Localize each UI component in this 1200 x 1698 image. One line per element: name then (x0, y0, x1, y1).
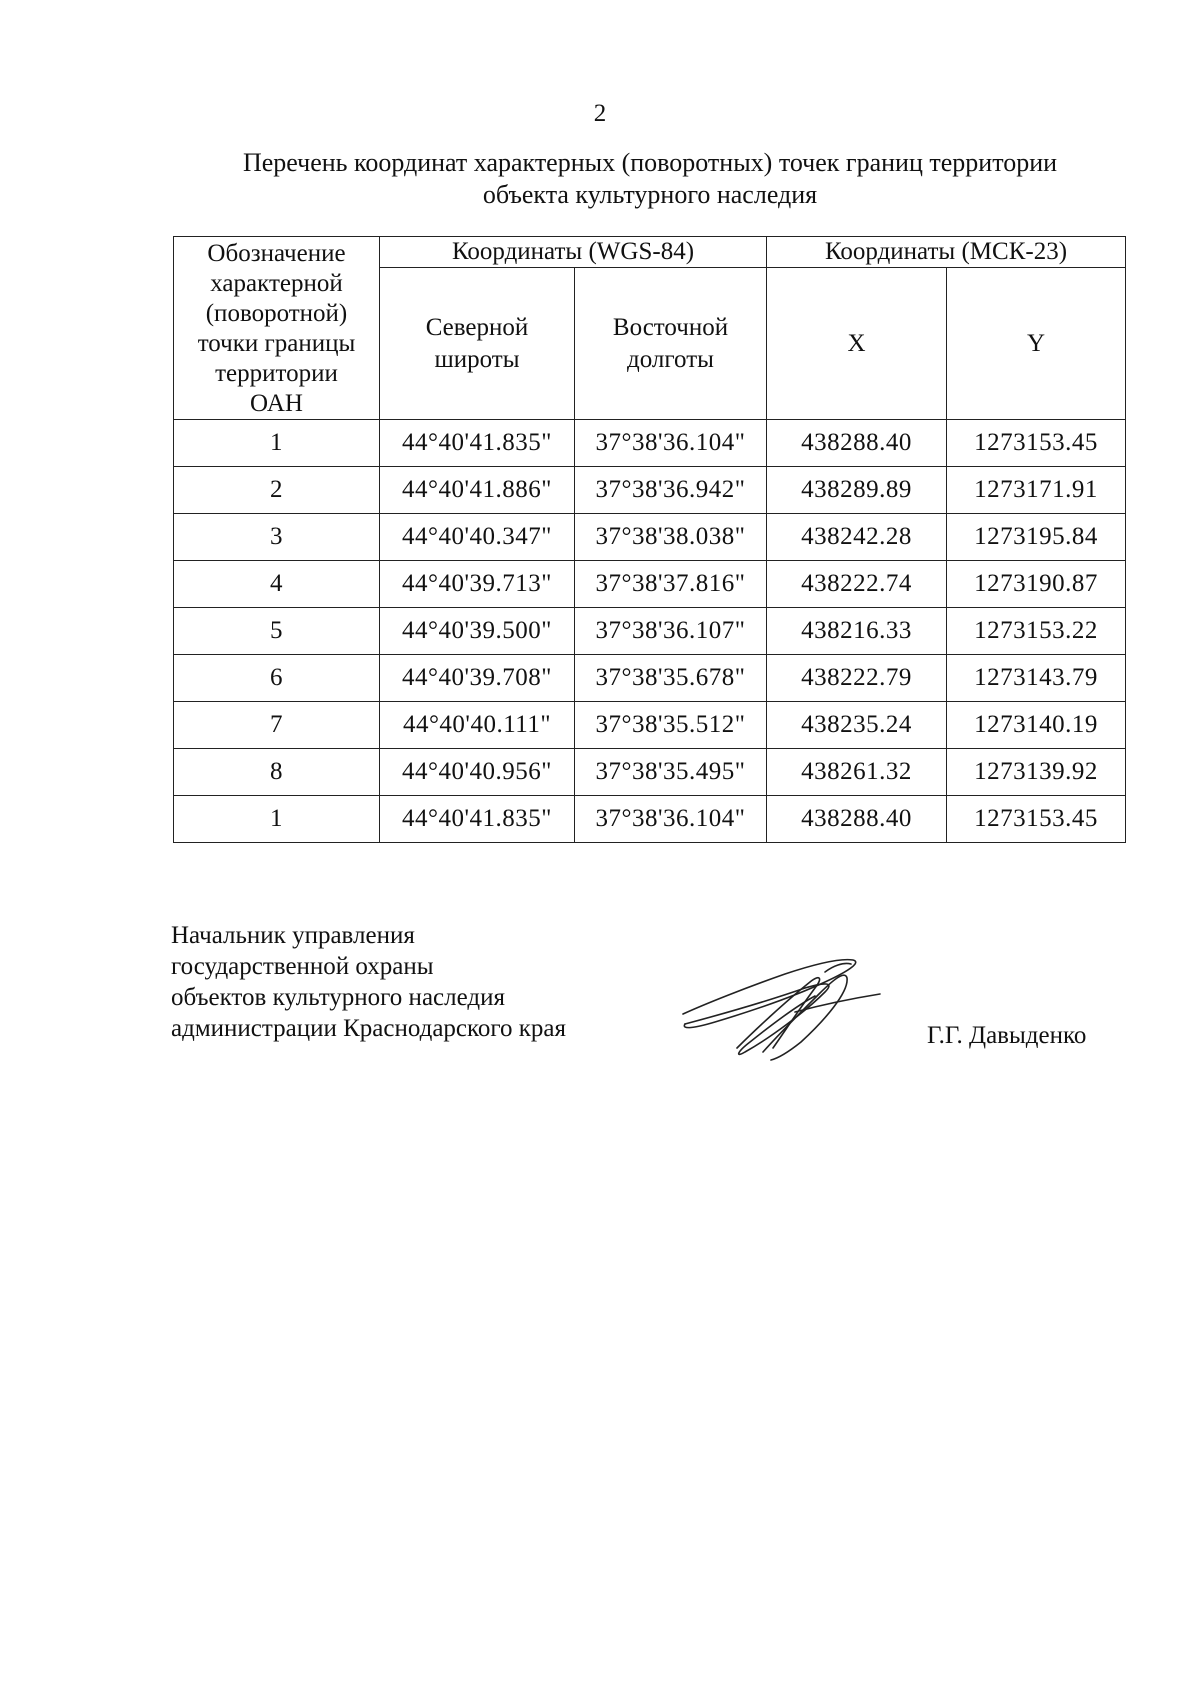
table-row (174, 561, 1126, 608)
table-row (174, 420, 1126, 467)
cell-x: 438288.40 (767, 420, 947, 467)
page-number: 2 (593, 100, 607, 127)
cell-y: 1273153.45 (947, 796, 1126, 843)
cell-north: 44°40'41.835" (380, 420, 575, 467)
cell-point: 1 (174, 420, 380, 467)
cell-east: 37°38'35.512" (575, 702, 767, 749)
cell-x: 438242.28 (767, 514, 947, 561)
position-line: Начальник управления (171, 922, 415, 949)
cell-y: 1273171.91 (947, 467, 1126, 514)
cell-east: 37°38'36.942" (575, 467, 767, 514)
cell-y: 1273140.19 (947, 702, 1126, 749)
cell-east: 37°38'36.104" (575, 420, 767, 467)
cell-north: 44°40'40.111" (380, 702, 575, 749)
cell-y: 1273153.22 (947, 608, 1126, 655)
cell-east: 37°38'35.495" (575, 749, 767, 796)
cell-x: 438288.40 (767, 796, 947, 843)
table-row (174, 796, 1126, 843)
cell-point: 5 (174, 608, 380, 655)
position-line: государственной охраны (171, 953, 434, 980)
header-wgs84: Координаты (WGS-84) (380, 237, 767, 268)
header-msk23: Координаты (МСК-23) (767, 237, 1126, 268)
cell-x: 438216.33 (767, 608, 947, 655)
handwritten-signature (675, 952, 885, 1072)
document-title (170, 147, 1130, 211)
cell-north: 44°40'39.708" (380, 655, 575, 702)
header-y: Y (947, 268, 1126, 420)
cell-point: 1 (174, 796, 380, 843)
signatory-position (171, 920, 566, 1044)
header-designation: Обозначение характерной (поворотной) точки границы территории ОАН (174, 237, 380, 420)
cell-east: 37°38'38.038" (575, 514, 767, 561)
cell-east: 37°38'37.816" (575, 561, 767, 608)
cell-x: 438261.32 (767, 749, 947, 796)
cell-north: 44°40'40.956" (380, 749, 575, 796)
cell-point: 4 (174, 561, 380, 608)
cell-north: 44°40'39.713" (380, 561, 575, 608)
cell-point: 2 (174, 467, 380, 514)
cell-x: 438222.74 (767, 561, 947, 608)
table-row (174, 749, 1126, 796)
cell-point: 6 (174, 655, 380, 702)
cell-y: 1273190.87 (947, 561, 1126, 608)
cell-north: 44°40'40.347" (380, 514, 575, 561)
cell-north: 44°40'41.835" (380, 796, 575, 843)
cell-point: 7 (174, 702, 380, 749)
cell-point: 8 (174, 749, 380, 796)
cell-north: 44°40'39.500" (380, 608, 575, 655)
cell-y: 1273195.84 (947, 514, 1126, 561)
cell-x: 438222.79 (767, 655, 947, 702)
table-row (174, 608, 1126, 655)
cell-east: 37°38'35.678" (575, 655, 767, 702)
table-row (174, 467, 1126, 514)
cell-east: 37°38'36.107" (575, 608, 767, 655)
title-line-1: Перечень координат характерных (поворотных) точек границ территории (242, 148, 1058, 177)
header-north-latitude: Северной широты (380, 268, 575, 420)
coordinates-table (173, 236, 1126, 843)
signatory-name: Г.Г. Давыденко (927, 1022, 1087, 1049)
title-line-2: объекта культурного наследия (482, 180, 818, 209)
cell-north: 44°40'41.886" (380, 467, 575, 514)
position-line: администрации Краснодарского края (171, 1015, 567, 1042)
table-row (174, 655, 1126, 702)
cell-x: 438289.89 (767, 467, 947, 514)
table-row (174, 514, 1126, 561)
cell-y: 1273139.92 (947, 749, 1126, 796)
position-line: объектов культурного наследия (171, 984, 505, 1011)
cell-x: 438235.24 (767, 702, 947, 749)
cell-y: 1273143.79 (947, 655, 1126, 702)
cell-y: 1273153.45 (947, 420, 1126, 467)
cell-east: 37°38'36.104" (575, 796, 767, 843)
table-row (174, 702, 1126, 749)
header-x: X (767, 268, 947, 420)
cell-point: 3 (174, 514, 380, 561)
header-east-longitude: Восточной долготы (575, 268, 767, 420)
